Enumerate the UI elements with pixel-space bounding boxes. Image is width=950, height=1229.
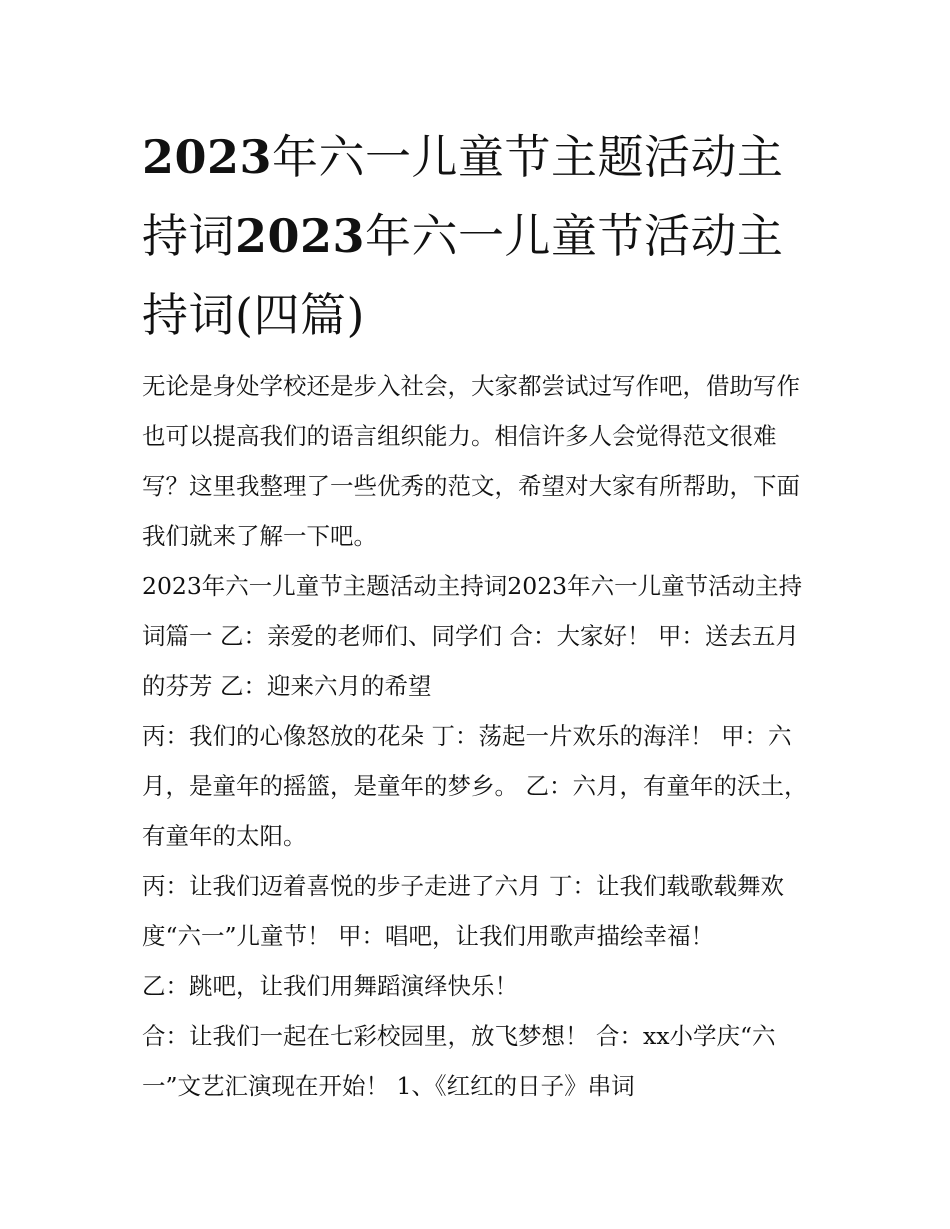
document-title: 2023年六一儿童节主题活动主持词2023年六一儿童节活动主持词(四篇)	[142, 130, 784, 342]
document-page	[142, 118, 817, 1111]
body-paragraph: 丙：我们的心像怒放的花朵 丁：荡起一片欢乐的海洋！ 甲：六月，是童年的摇篮，是童年的梦乡。 乙：六月，有童年的沃土，有童年的太阳。	[142, 722, 808, 850]
intro-paragraph: 无论是身处学校还是步入社会，大家都尝试过写作吧，借助写作也可以提高我们的语言组织能力。相信许多人会觉得范文很难写？这里我整理了一些优秀的范文，希望对大家有所帮助，下面我们就来了解一下吧。	[142, 372, 800, 550]
body-paragraph: 2023年六一儿童节主题活动主持词2023年六一儿童节活动主持词篇一 乙：亲爱的老师们、同学们 合：大家好！ 甲：送去五月的芬芳 乙：迎来六月的希望	[142, 572, 803, 700]
body-paragraph: 乙：跳吧，让我们用舞蹈演绎快乐！	[142, 972, 518, 1000]
body-paragraph: 丙：让我们迈着喜悦的步子走进了六月 丁：让我们载歌载舞欢度“六一”儿童节！ 甲：唱吧，让我们用歌声描绘幸福！	[142, 872, 784, 950]
body-paragraph: 合：让我们一起在七彩校园里，放飞梦想！ 合：xx小学庆“六一”文艺汇演现在开始！ 1、《红红的日子》串词	[142, 1022, 776, 1100]
